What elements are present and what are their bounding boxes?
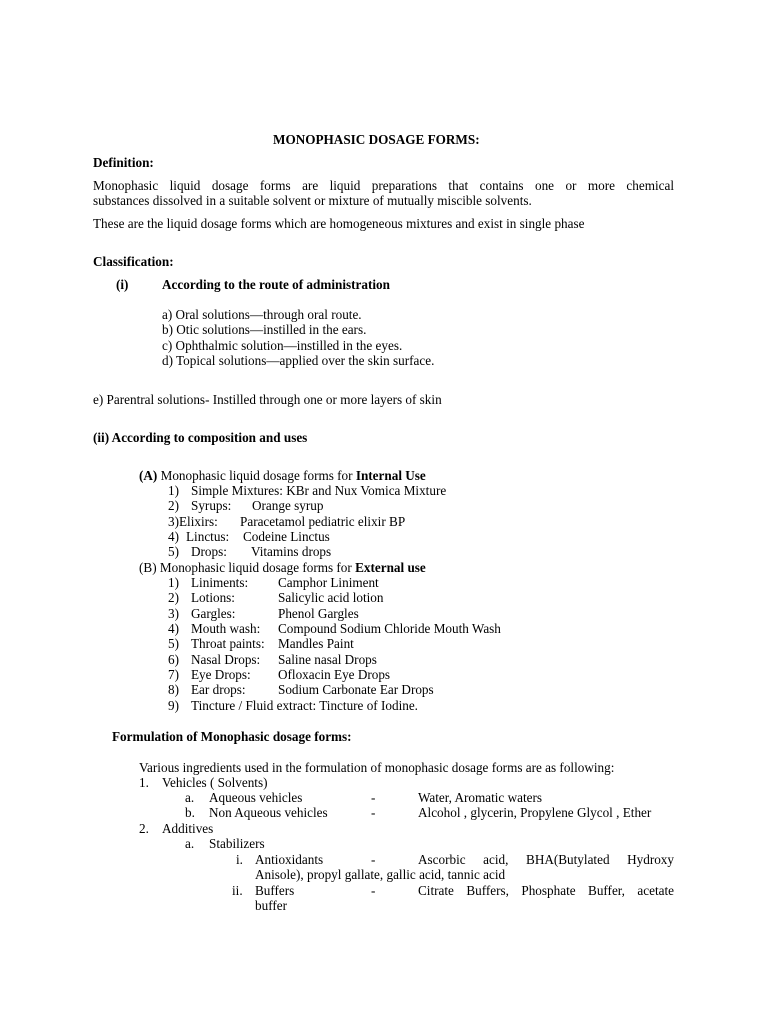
external-item-label: Ear drops: [191,682,246,697]
definition-para1-line2: substances dissolved in a suitable solvent or mixture of mutually miscible solvents. [93,193,532,208]
route-heading: According to the route of administration [162,277,390,292]
stabilizers-number: a. [185,836,195,851]
vehicle-item-dash: - [371,790,376,805]
internal-item-number: 3)Elixirs: [168,514,218,529]
formulation-intro: Various ingredients used in the formulation of monophasic dosage forms are as following: [139,760,615,775]
vehicle-item-value: Water, Aromatic waters [418,790,543,805]
external-item-value: Mandles Paint [278,636,354,651]
external-item-number: 1) [168,575,179,590]
stabilizer-item-value: Citrate Buffers, Phosphate Buffer, acetate [418,883,674,898]
composition-heading: (ii) According to composition and uses [93,430,308,445]
internal-item-label: Drops: [191,544,227,559]
external-item-number: 4) [168,621,179,636]
internal-use-text: Monophasic liquid dosage forms for [157,468,356,483]
internal-item-number: 4) [168,529,179,544]
definition-para1-line1: Monophasic liquid dosage forms are liquid preparations that contains one or more chemical [93,178,674,193]
internal-item-value: Vitamins drops [251,544,332,559]
external-item-value: Camphor Liniment [278,575,379,590]
external-item-label: Throat paints: [191,636,265,651]
stabilizer-item-label: Antioxidants [255,852,324,867]
classification-heading: Classification: [93,254,174,269]
external-item-value: Sodium Carbonate Ear Drops [278,682,434,697]
internal-use-bold: Internal Use [355,468,426,483]
external-item-number: 8) [168,682,179,697]
route-item: b) Otic solutions—instilled in the ears. [162,322,367,337]
vehicle-item-label: Non Aqueous vehicles [209,805,328,820]
route-item: a) Oral solutions—through oral route. [162,307,362,322]
external-item-label: Nasal Drops: [191,652,261,667]
vehicles-number: 1. [139,775,149,790]
external-item-number: 5) [168,636,179,651]
external-item-number: 6) [168,652,179,667]
external-item-number: 3) [168,606,179,621]
page-title: MONOPHASIC DOSAGE FORMS: [273,132,480,147]
stabilizer-item-number: ii. [232,883,243,898]
external-item-number: 7) [168,667,179,682]
route-number: (i) [116,277,129,292]
internal-use-heading [139,468,426,484]
external-item-label: Eye Drops: [191,667,251,682]
vehicle-item-number: b. [185,805,195,820]
external-item-label: Mouth wash: [191,621,261,636]
stabilizer-item-value-continued: buffer [255,898,287,913]
vehicle-item-number: a. [185,790,195,805]
external-item-value: Ofloxacin Eye Drops [278,667,391,682]
external-use-text: (B) Monophasic liquid dosage forms for [139,560,356,575]
route-item: c) Ophthalmic solution—instilled in the eyes. [162,338,403,353]
external-item-number: 9) [168,698,179,713]
additives-label: Additives [162,821,214,836]
vehicle-item-label: Aqueous vehicles [209,790,303,805]
stabilizer-item-number: i. [236,852,243,867]
stabilizer-item-label: Buffers [255,883,295,898]
stabilizers-label: Stabilizers [209,836,265,851]
external-item-number: 2) [168,590,179,605]
stabilizer-item-value: Ascorbic acid, BHA(Butylated Hydroxy [418,852,674,867]
external-item-value: Phenol Gargles [278,606,359,621]
internal-item-value: Codeine Linctus [243,529,330,544]
stabilizer-item-dash: - [371,852,376,867]
internal-item-number: 5) [168,544,179,559]
vehicles-label: Vehicles ( Solvents) [162,775,268,790]
internal-item-number: 2) [168,498,179,513]
internal-item-label: Simple Mixtures: KBr and Nux Vomica Mixture [191,483,447,498]
stabilizer-item-value-continued: Anisole), propyl gallate, gallic acid, tannic acid [255,867,506,882]
external-item-label: Liniments: [191,575,249,590]
external-item-value: Salicylic acid lotion [278,590,384,605]
internal-item-value: Orange syrup [252,498,324,513]
definition-heading: Definition: [93,155,154,170]
internal-item-label: Linctus: [186,529,230,544]
external-use-heading [139,560,426,576]
external-item-label: Lotions: [191,590,235,605]
stabilizer-item-dash: - [371,883,376,898]
definition-para2: These are the liquid dosage forms which are homogeneous mixtures and exist in single phase [93,216,585,231]
external-item-value: Compound Sodium Chloride Mouth Wash [278,621,501,636]
internal-use-prefix: (A) [139,468,158,483]
internal-item-label: Syrups: [191,498,232,513]
route-item: d) Topical solutions—applied over the skin surface. [162,353,435,368]
external-item-label: Gargles: [191,606,236,621]
external-item-label: Tincture / Fluid extract: Tincture of Iodine. [191,698,418,713]
formulation-heading: Formulation of Monophasic dosage forms: [112,729,352,744]
vehicle-item-value: Alcohol , glycerin, Propylene Glycol , Ether [418,805,652,820]
route-extra-item: e) Parentral solutions- Instilled through one or more layers of skin [93,392,442,407]
vehicle-item-dash: - [371,805,376,820]
external-item-value: Saline nasal Drops [278,652,377,667]
additives-number: 2. [139,821,149,836]
internal-item-value: Paracetamol pediatric elixir BP [240,514,406,529]
internal-item-number: 1) [168,483,179,498]
external-use-bold: External use [355,560,426,575]
